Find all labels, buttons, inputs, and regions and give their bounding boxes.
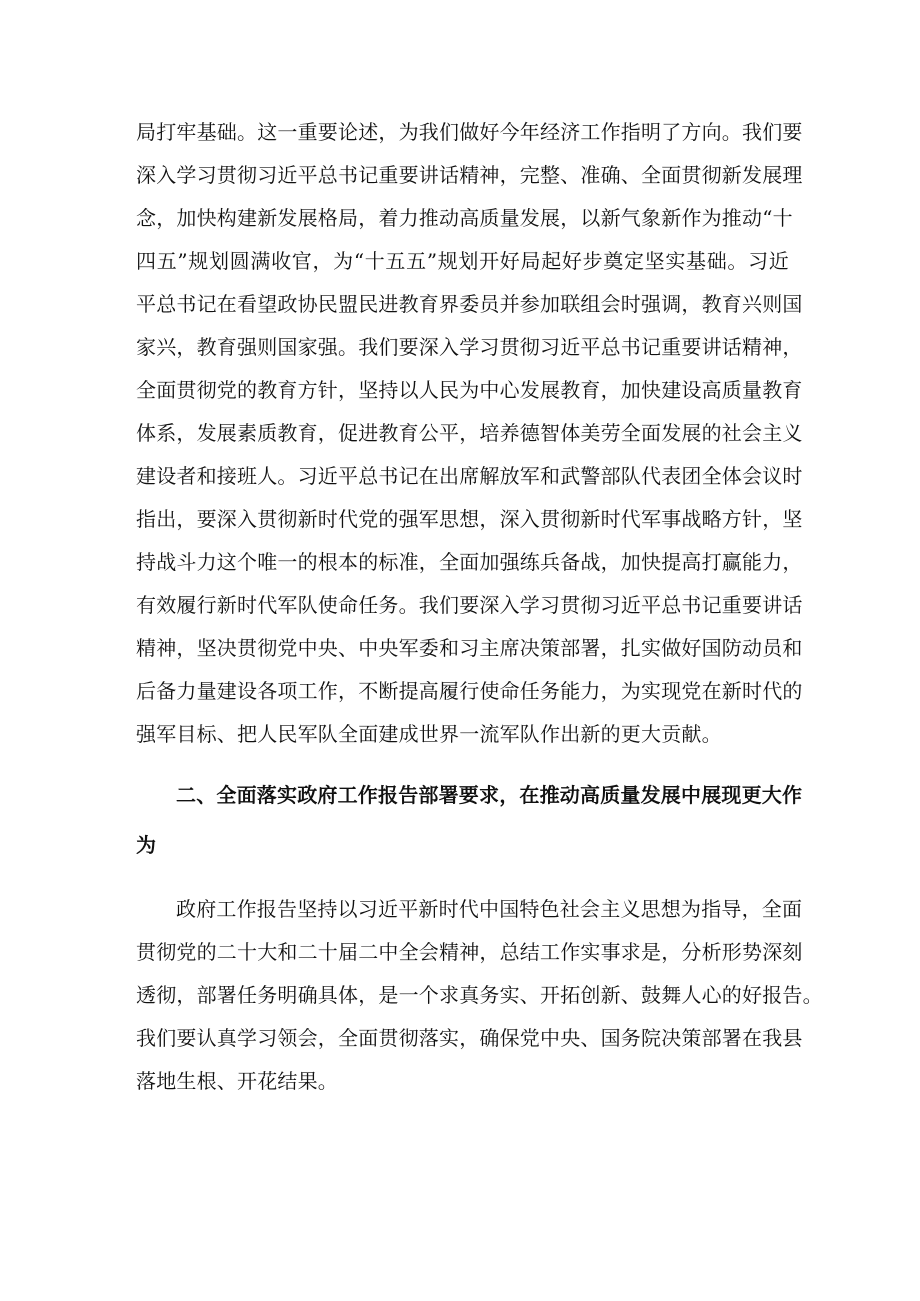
- text-line: 政府工作报告坚持以习近平新时代中国特色社会主义思想为指导，全面: [176, 897, 803, 921]
- text-line: 持战斗力这个唯一的根本的标准，全面加强练兵备战，加快提高打赢能力，: [136, 550, 803, 574]
- paragraph-government-report: [136, 888, 823, 1103]
- text-line: 局打牢基础。这一重要论述，为我们做好今年经济工作指明了方向。我们要: [136, 120, 803, 144]
- text-line: 后备力量建设各项工作，不断提高履行使命任务能力，为实现党在新时代的: [136, 679, 803, 703]
- text-line: 贯彻党的二十大和二十届二中全会精神，总结工作实事求是，分析形势深刻: [136, 940, 803, 964]
- heading-line: 二、全面落实政府工作报告部署要求，在推动高质量发展中展现更大作: [176, 783, 803, 807]
- text-line: 平总书记在看望政协民盟民进教育界委员并参加联组会时强调，教育兴则国: [136, 292, 803, 316]
- document-body: [136, 111, 823, 1103]
- section-heading: [136, 770, 803, 870]
- text-line: 强军目标、把人民军队全面建成世界一流军队作出新的更大贡献。: [136, 722, 722, 746]
- paragraph-economic-military: [136, 111, 803, 756]
- text-line: 四五”规划圆满收官，为“十五五”规划开好局起好步奠定坚实基础。习近: [136, 249, 789, 273]
- text-line: 透彻，部署任务明确具体，是一个求真务实、开拓创新、鼓舞人心的好报告。: [136, 983, 823, 1007]
- text-line: 精神，坚决贯彻党中央、中央军委和习主席决策部署，扎实做好国防动员和: [136, 636, 803, 660]
- heading-line: 为: [136, 833, 157, 857]
- text-line: 建设者和接班人。习近平总书记在出席解放军和武警部队代表团全体会议时: [136, 464, 803, 488]
- text-line: 有效履行新时代军队使命任务。我们要深入学习贯彻习近平总书记重要讲话: [136, 593, 803, 617]
- text-line: 体系，发展素质教育，促进教育公平，培养德智体美劳全面发展的社会主义: [136, 421, 803, 445]
- text-line: 全面贯彻党的教育方针，坚持以人民为中心发展教育，加快建设高质量教育: [136, 378, 803, 402]
- text-line: 深入学习贯彻习近平总书记重要讲话精神，完整、准确、全面贯彻新发展理: [136, 163, 803, 187]
- text-line: 家兴，教育强则国家强。我们要深入学习贯彻习近平总书记重要讲话精神，: [136, 335, 803, 359]
- text-line: 我们要认真学习领会，全面贯彻落实，确保党中央、国务院决策部署在我县: [136, 1026, 803, 1050]
- text-line: 念，加快构建新发展格局，着力推动高质量发展，以新气象新作为推动“十: [136, 206, 793, 230]
- text-line: 指出，要深入贯彻新时代党的强军思想，深入贯彻新时代军事战略方针，坚: [136, 507, 803, 531]
- text-line: 落地生根、开花结果。: [136, 1069, 338, 1093]
